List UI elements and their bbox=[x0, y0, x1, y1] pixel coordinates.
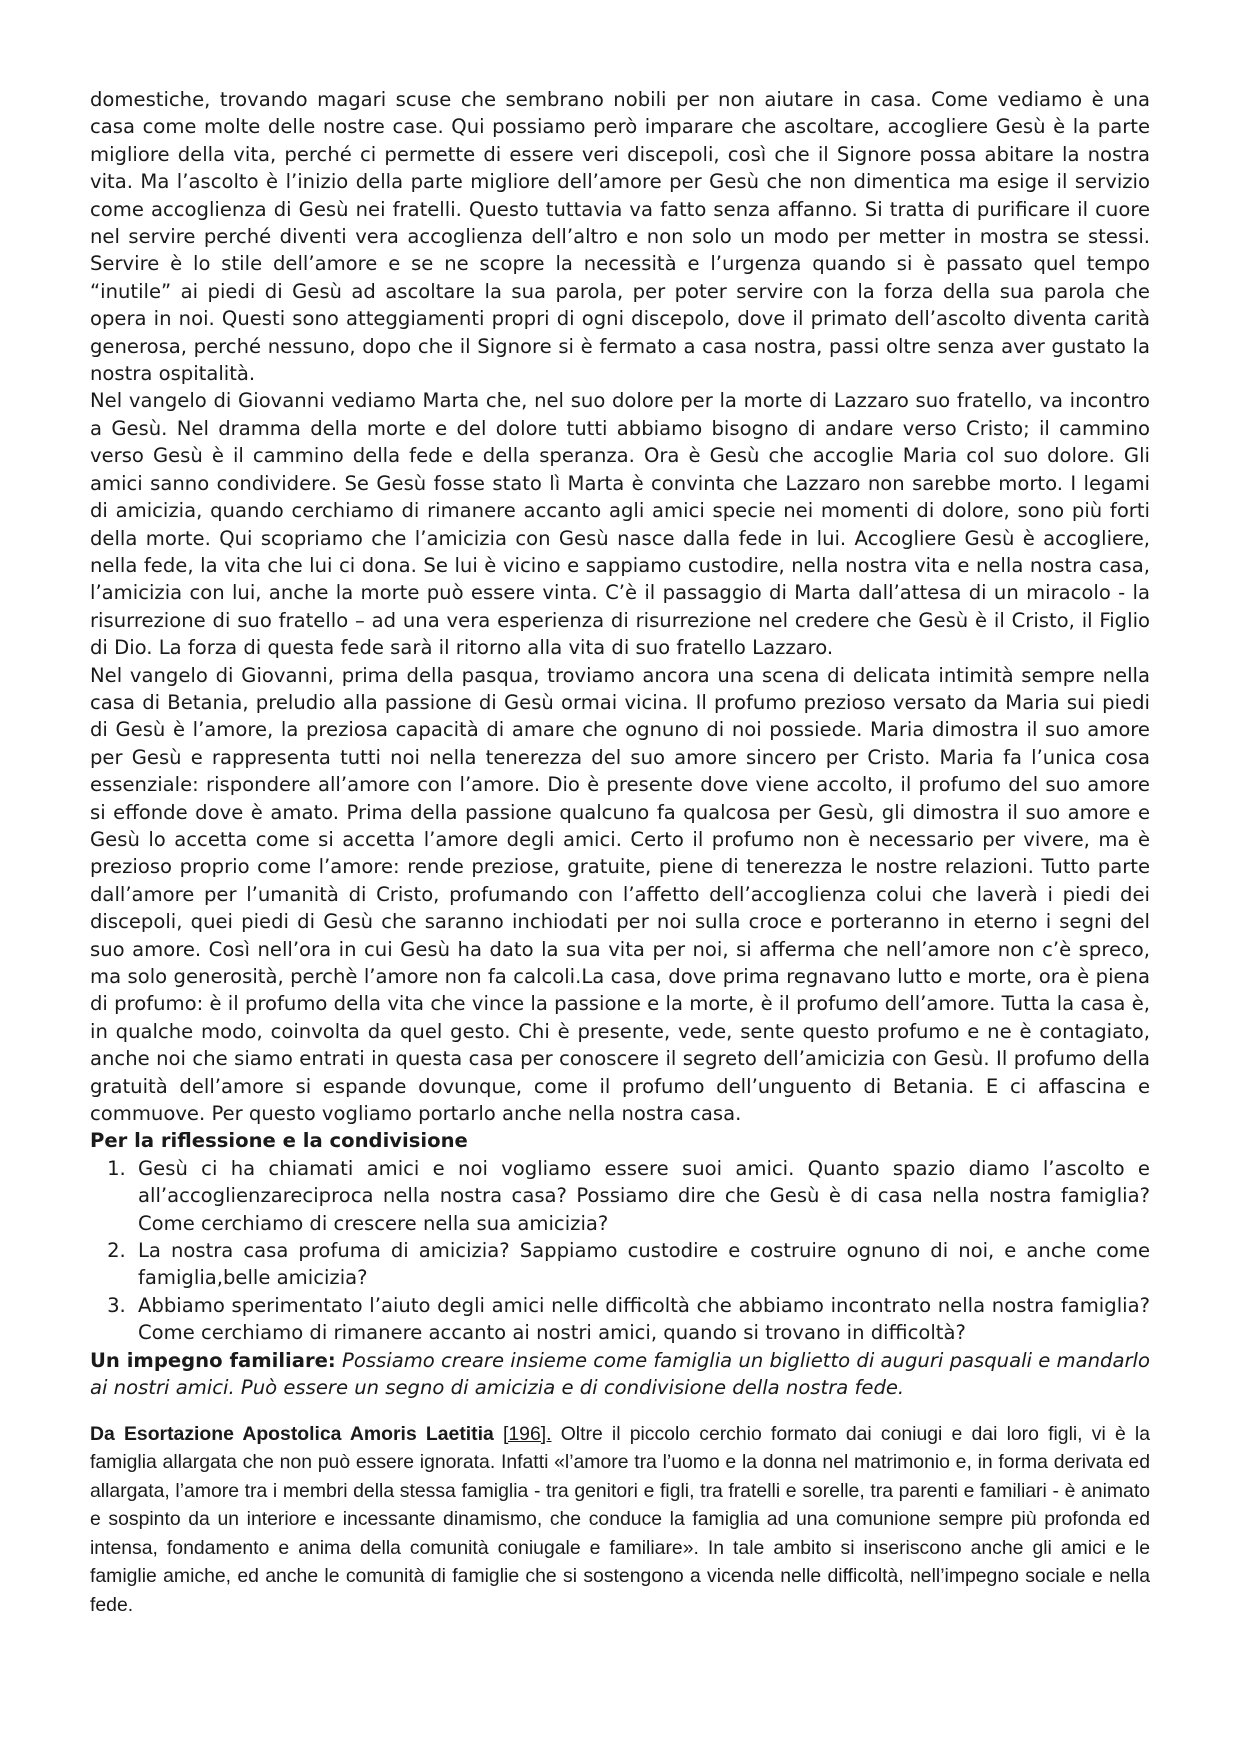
section-spacer bbox=[90, 1402, 1150, 1420]
quote-text: Oltre il piccolo cerchio formato dai coniugi e dai loro figli, vi è la famiglia allargata che non può essere ignorata. Infatti «l’amore tra l’uomo e la donna nel matrimonio e, in forma derivata ed allargata, l’amore tra i membri della stessa famiglia - tra genitori e figli, tra fratelli e sorelle, tra parenti e familiari - è animato e sospinto da un interiore e incessante dinamismo, che conduce la famiglia ad una comunione sempre più profonda ed intensa, fondamento e anima della comunità coniugale e familiare». In tale ambito si inseriscono anche gli amici e le famiglie amiche, ed anche le comunità di famiglie che si sostengono a vicenda nelle difficoltà, nell’impegno sociale e nella fede. bbox=[90, 1422, 1150, 1617]
reflection-questions bbox=[90, 1155, 1150, 1347]
commitment-text: Possiamo creare insieme come famiglia un biglietto di auguri pasquali e mandarlo ai nostri amici. Può essere un segno di amicizia e di condivisione della nostra fede. bbox=[90, 1348, 1150, 1400]
question-item: 1. Gesù ci ha chiamati amici e noi vogliamo essere suoi amici. Quanto spazio diamo l’ascolto e all’accoglienzareciproca nella nostra casa? Possiamo dire che Gesù è di casa nella nostra famiglia? Come cerchiamo di crescere nella sua amicizia? bbox=[132, 1155, 1150, 1237]
quote-reference-link[interactable]: [196]. bbox=[503, 1422, 552, 1445]
paragraph-servizio: domestiche, trovando magari scuse che sembrano nobili per non aiutare in casa. Come vediamo è una casa come molte delle nostre case. Qui possiamo però imparare che ascoltare, accogliere Gesù è la parte migliore della vita, perché ci permette di essere veri discepoli, così che il Signore possa abitare la nostra vita. Ma l’ascolto è l’inizio della parte migliore dell’amore per Gesù che non dimentica ma esige il servizio come accoglienza di Gesù nei fratelli. Questo tuttavia va fatto senza affanno. Si tratta di purificare il cuore nel servire perché diventi vera accoglienza dell’altro e non solo un modo per metter in mostra se stessi. Servire è lo stile dell’amore e se ne scopre la necessità e l’urgenza quando si è passato quel tempo “inutile” ai piedi di Gesù ad ascoltare la sua parola, per poter servire con la forza della sua parola che opera in noi. Questi sono atteggiamenti propri di ogni discepolo, dove il primato dell’ascolto diventa carità generosa, perché nessuno, dopo che il Signore si è fermato a casa nostra, passi oltre senza aver gustato la nostra ospitalità. bbox=[90, 88, 1150, 386]
paragraph-profumo-betania: Nel vangelo di Giovanni, prima della pasqua, troviamo ancora una scena di delicata intimità sempre nella casa di Betania, preludio alla passione di Gesù ormai vicina. Il profumo prezioso versato da Maria sui piedi di Gesù è l’amore, la preziosa capacità di amare che ognuno di noi possiede. Maria dimostra il suo amore per Gesù e rappresenta tutti noi nella tenerezza del suo amore sincero per Cristo. Maria fa l’unica cosa essenziale: rispondere all’amore con l’amore. Dio è presente dove viene accolto, il profumo del suo amore si effonde dove è amato. Prima della passione qualcuno fa qualcosa per Gesù, gli dimostra il suo amore e Gesù lo accetta come si accetta l’amore degli amici. Certo il profumo non è necessario per vivere, ma è prezioso proprio come l’amore: rende preziose, gratuite, piene di tenerezza le nostre relazioni. Tutto parte dall’amore per l’umanità di Cristo, profumando con l’affetto dell’accoglienza colui che laverà i piedi dei discepoli, quei piedi di Gesù che saranno inchiodati per noi sulla croce e porteranno in eterno i segni del suo amore. Così nell’ora in cui Gesù ha dato la sua vita per noi, si afferma che nell’amore non c’è spreco, ma solo generosità, perchè l’amore non fa calcoli.La casa, dove prima regnavano lutto e morte, ora è piena di profumo: è il profumo della vita che vince la passione e la morte, è il profumo dell’amore. Tutta la casa è, in qualche modo, coinvolta da quel gesto. Chi è presente, vede, sente questo profumo e ne è contagiato, anche noi che siamo entrati in questa casa per conoscere il segreto dell’amicizia con Gesù. Il profumo della gratuità dell’amore si espande dovunque, come il profumo dell’unguento di Betania. E ci affascina e commuove. Per questo vogliamo portarlo anche nella nostra casa. bbox=[90, 663, 1150, 1126]
question-item: 3. Abbiamo sperimentato l’aiuto degli amici nelle difficoltà che abbiamo incontrato nella nostra famiglia? Come cerchiamo di rimanere accanto ai nostri amici, quando si trovano in difficoltà? bbox=[132, 1292, 1150, 1347]
quote-source: Da Esortazione Apostolica Amoris Laetitia bbox=[90, 1422, 494, 1445]
document-page bbox=[90, 86, 1150, 1620]
commitment-label: Un impegno familiare: bbox=[90, 1348, 336, 1372]
family-commitment bbox=[90, 1347, 1150, 1402]
reflection-heading: Per la riflessione e la condivisione bbox=[90, 1129, 468, 1153]
question-item: 2. La nostra casa profuma di amicizia? Sappiamo custodire e costruire ognuno di noi, e anche come famiglia,belle amicizia? bbox=[132, 1237, 1150, 1292]
paragraph-marta-lazzaro: Nel vangelo di Giovanni vediamo Marta che, nel suo dolore per la morte di Lazzaro suo fratello, va incontro a Gesù. Nel dramma della morte e del dolore tutti abbiamo bisogno di andare verso Cristo; il cammino verso Gesù è il cammino della fede e della speranza. Ora è Gesù che accoglie Maria col suo dolore. Gli amici sanno condividere. Se Gesù fosse stato lì Marta è convinta che Lazzaro non sarebbe morto. I legami di amicizia, quando cerchiamo di rimanere accanto agli amici specie nei momenti di dolore, sono più forti della morte. Qui scopriamo che l’amicizia con Gesù nasce dalla fede in lui. Accogliere Gesù è accogliere, nella fede, la vita che lui ci dona. Se lui è vicino e sappiamo custodire, nella nostra vita e nella nostra casa, l’amicizia con lui, anche la morte può essere vinta. C’è il passaggio di Marta dall’attesa di un miracolo - la risurrezione di suo fratello – ad una vera esperienza di risurrezione nel credere che Gesù è il Cristo, il Figlio di Dio. La forza di questa fede sarà il ritorno alla vita di suo fratello Lazzaro. bbox=[90, 389, 1150, 660]
amoris-laetitia-quote bbox=[90, 1420, 1150, 1620]
